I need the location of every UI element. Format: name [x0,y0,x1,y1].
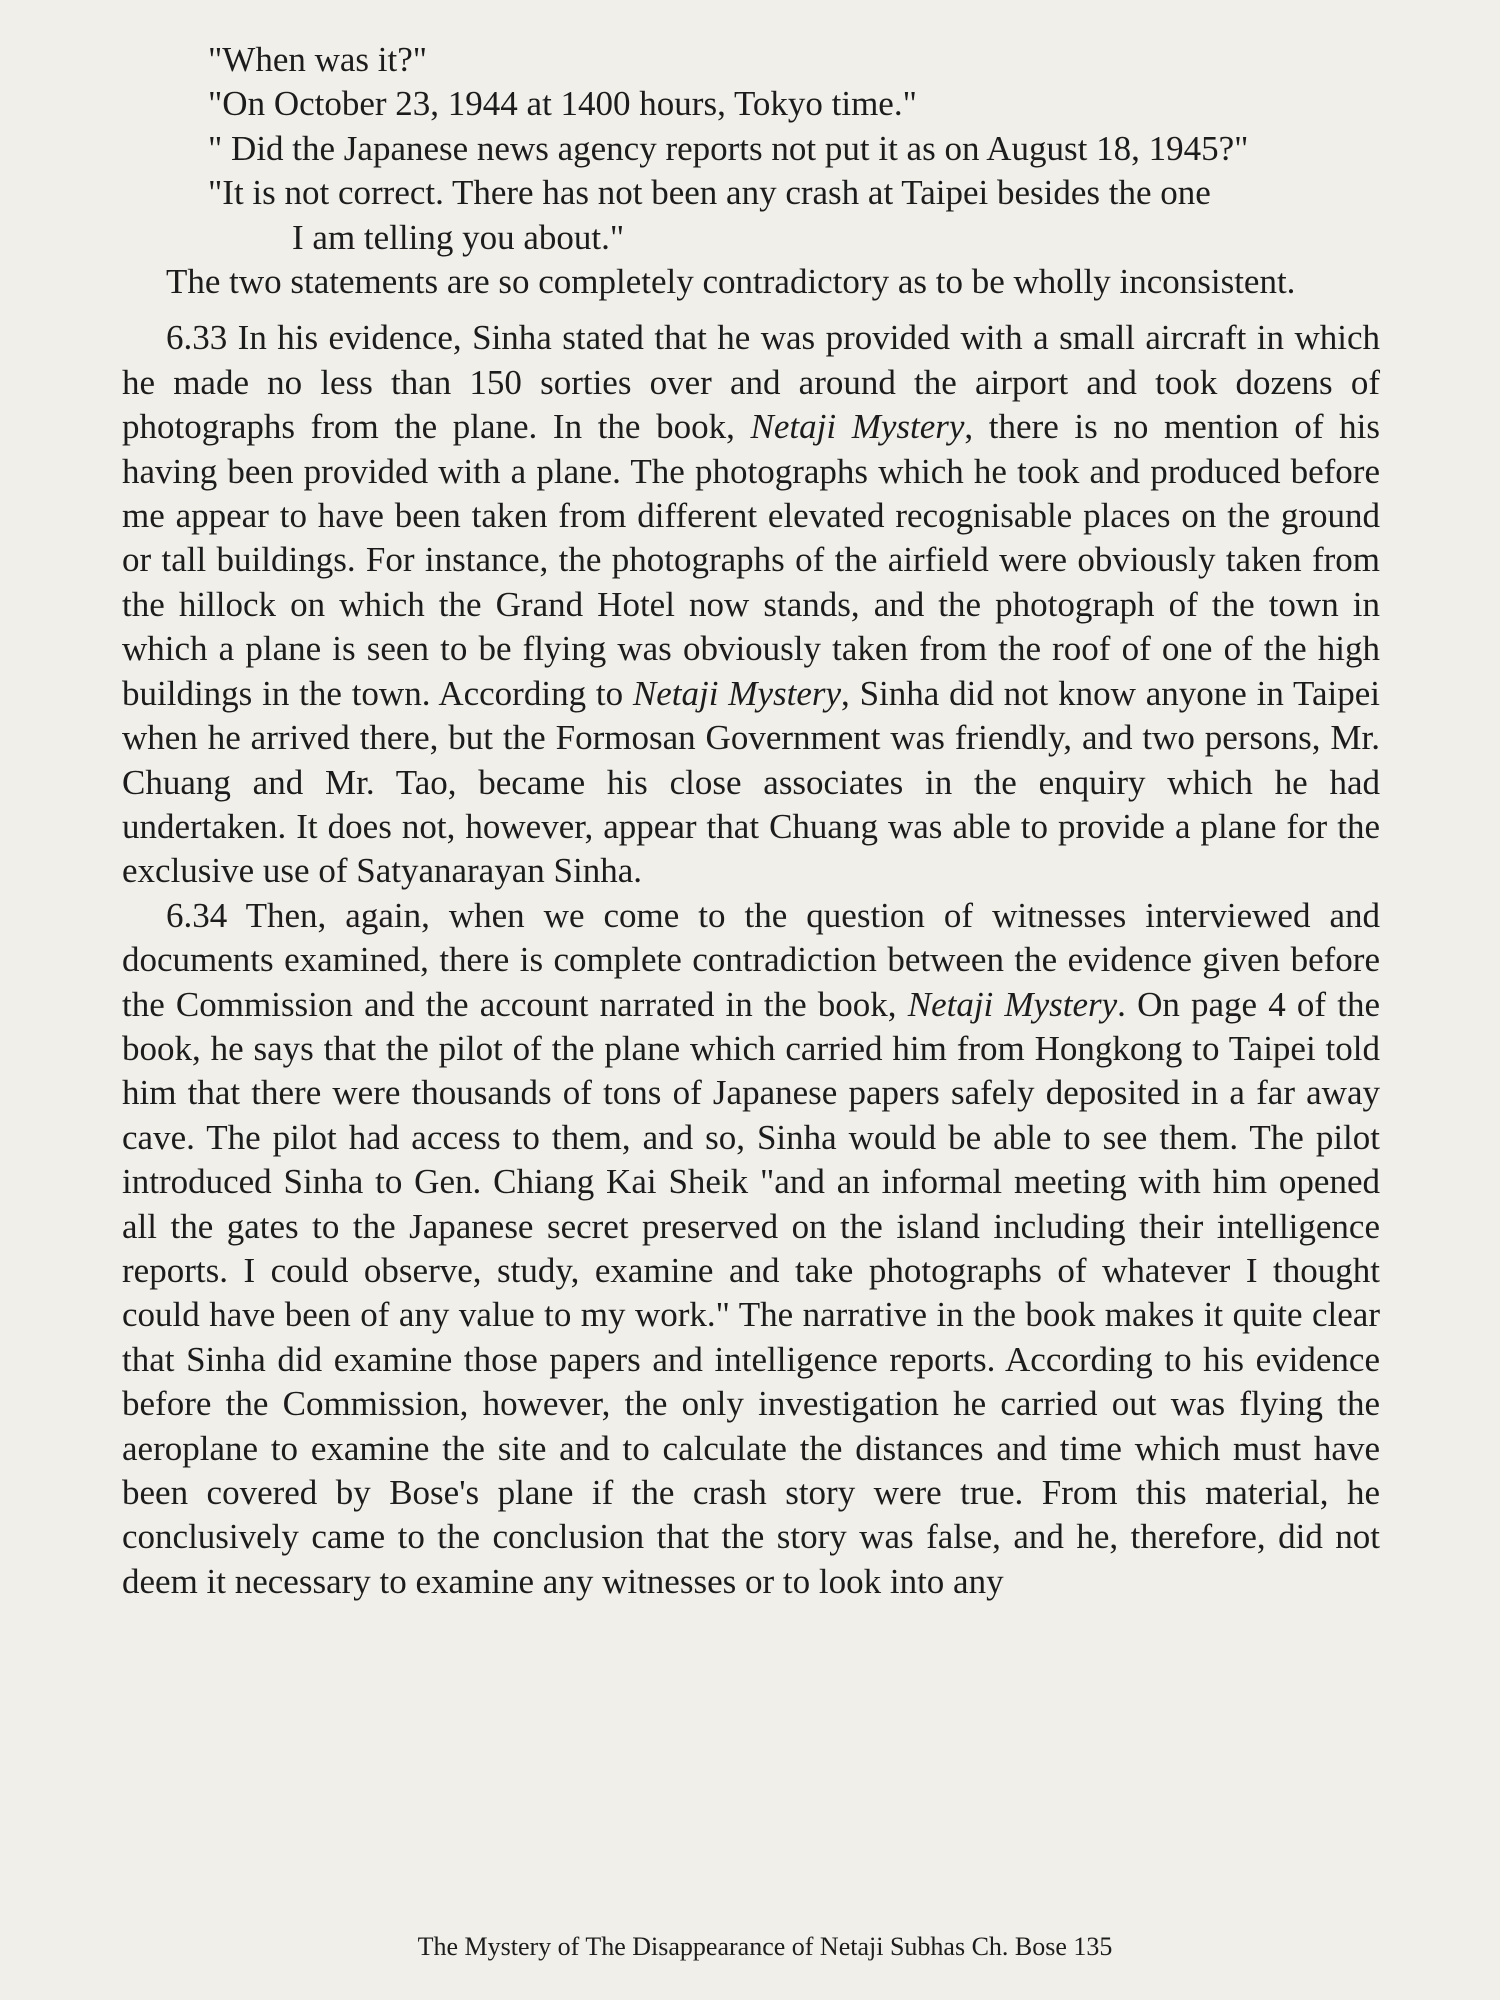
book-title: Netaji Mystery [750,407,965,447]
summary-paragraph: The two statements are so completely contradictory as to be wholly inconsistent. [166,262,1296,302]
body-text [122,38,1380,1604]
page-footer: The Mystery of The Disappearance of Netaji Subhas Ch. Bose 135 [417,1932,1113,1961]
book-title: Netaji Mystery [907,984,1118,1024]
dialogue-line-2: "On October 23, 1944 at 1400 hours, Tokyo time." [208,84,917,124]
dialogue-line-3: " Did the Japanese news agency reports not put it as on August 18, 1945?" [208,128,1249,168]
book-title: Netaji Mystery [632,673,842,713]
dialogue-line-5: I am telling you about." [292,217,625,257]
paragraph-6-34: 6.34 Then, again, when we come to the question of witnesses interviewed and documents examined, there is complete contradiction between the evidence given before the Commission and the account narrated in the book, Netaji Mystery. On page 4 of the book, he says that the pilot of the plane which carried him from Hongkong to Taipei told him that there were thousands of tons of Japanese papers safely deposited in a far away cave. The pilot had access to them, and so, Sinha would be able to see them. The pilot introduced Sinha to Gen. Chiang Kai Sheik "and an informal meeting with him opened all the gates to the Japanese secret preserved on the island including their intelligence reports. I could observe, study, examine and take photographs of whatever I thought could have been of any value to my work." The narrative in the book makes it quite clear that Sinha did examine those papers and intelligence reports. According to his evidence before the Commission, however, the only investigation he carried out was flying the aeroplane to examine the site and to calculate the distances and time which must have been covered by Bose's plane if the crash story were true. From this material, he conclusively came to the conclusion that the story was false, and he, therefore, did not deem it necessary to examine any witnesses or to look into any [122,895,1381,1601]
paragraph-6-33: 6.33 In his evidence, Sinha stated that he was provided with a small aircraft in which he made no less than 150 sorties over and around the airport and took dozens of photographs from the plane. In the book, Netaji Mystery, there is no mention of his having been provided with a plane. The photographs which he took and produced before me appear to have been taken from different elevated recognisable places on the ground or tall buildings. For instance, the photographs of the airfield were obviously taken from the hillock on which the Grand Hotel now stands, and the photograph of the town in which a plane is seen to be flying was obviously taken from the roof of one of the high buildings in the town. According to Netaji Mystery, Sinha did not know anyone in Taipei when he arrived there, but the Formosan Government was friendly, and two persons, Mr. Chuang and Mr. Tao, became his close associates in the enquiry which he had undertaken. It does not, however, appear that Chuang was able to provide a plane for the exclusive use of Satyanarayan Sinha. [122,318,1381,891]
dialogue-line-4: "It is not correct. There has not been any crash at Taipei besides the one [208,173,1211,213]
dialogue-line-1: "When was it?" [208,40,428,79]
